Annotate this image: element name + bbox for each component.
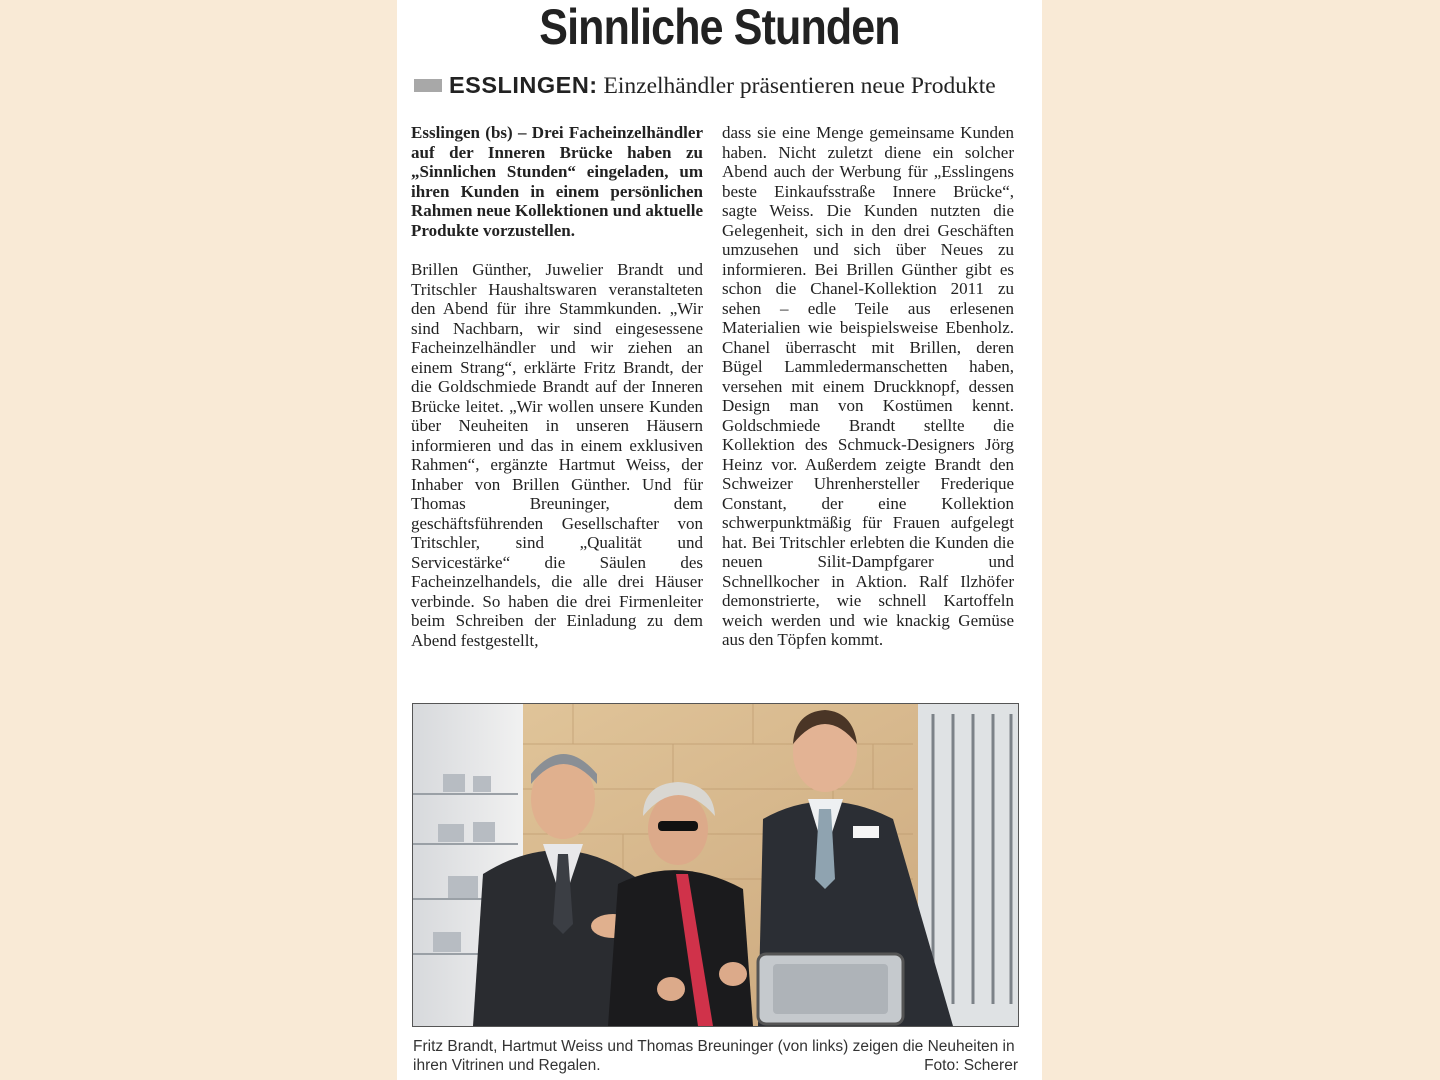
article-column-2 — [722, 123, 1014, 650]
article-photo — [412, 703, 1019, 1027]
article-body-1: Brillen Günther, Juwelier Brandt und Tritschler Haushaltswaren veranstalteten den Abend für ihre Stammkunden. „Wir sind Nachbarn, wir sind eingesessene Facheinzelhändler und wir ziehen an einem Strang“, erklärte Fritz Brandt, der die Goldschmiede Brandt auf der Inneren Brücke leitet. „Wir wollen unsere Kunden über Neuheiten in unseren Häusern informieren und das in einem exklusiven Rahmen“, ergänzte Hartmut Weiss, der Inhaber von Brillen Günther. Und für Thomas Breuninger, dem geschäftsführenden Gesellschafter von Tritschler, sind „Qualität und Servicestärke“ die Säulen des Facheinzelhandels, die alle drei Häuser verbinde. So haben die drei Firmenleiter beim Schreiben der Einladung zu dem Abend festgestellt, — [411, 260, 703, 650]
caption-text: Fritz Brandt, Hartmut Weiss und Thomas Breuninger (von links) zeigen die Neuheiten in ihren Vitrinen und Regalen. — [413, 1038, 1015, 1074]
section-marker — [414, 79, 442, 92]
subheadline-text: Einzelhändler präsentieren neue Produkte — [603, 73, 996, 99]
newspaper-clipping — [397, 0, 1042, 1080]
photo-credit: Foto: Scherer — [924, 1057, 1018, 1074]
article-lead: Esslingen (bs) – Drei Facheinzelhändler auf der Inneren Brücke haben zu „Sinnlichen Stunden“ eingeladen, um ihren Kunden in einem persönlichen Rahmen neue Kollektionen und aktuelle Produkte vorzustellen. — [411, 123, 703, 240]
subheadline — [414, 72, 1014, 100]
article-column-1 — [411, 123, 703, 650]
headline: Sinnliche Stunden — [539, 0, 900, 55]
photo-caption — [413, 1037, 1018, 1075]
dateline-location: ESSLINGEN: — [449, 72, 598, 98]
article-body-2: dass sie eine Menge gemeinsame Kunden haben. Nicht zuletzt diene ein solcher Abend auch der Werbung für „Esslingens beste Einkaufsstraße Innere Brücke“, sagte Weiss. Die Kunden nutzten die Gelegenheit, sich in den drei Geschäften umzusehen und sich über Neues zu informieren. Bei Brillen Günther gibt es schon die Chanel-Kollektion 2011 zu sehen – edle Teile aus erlesenen Materialien wie beispielsweise Ebenholz. Chanel überrascht mit Brillen, deren Bügel Lammledermanschetten haben, versehen mit einem Druckknopf, dessen Design man von Kostümen kennt. Goldschmiede Brandt stellte die Kollektion des Schmuck-Designers Jörg Heinz vor. Außerdem zeigte Brandt den Schweizer Uhrenhersteller Frederique Constant, der eine Kollektion schwerpunktmäßig für Frauen aufgelegt hat. Bei Tritschler erlebten die Kunden die neuen Silit-Dampfgarer und Schnellkocher in Aktion. Ralf Ilzhöfer demonstrierte, wie schnell Kartoffeln weich werden und wie knackig Gemüse aus den Töpfen kommt. — [722, 123, 1014, 649]
